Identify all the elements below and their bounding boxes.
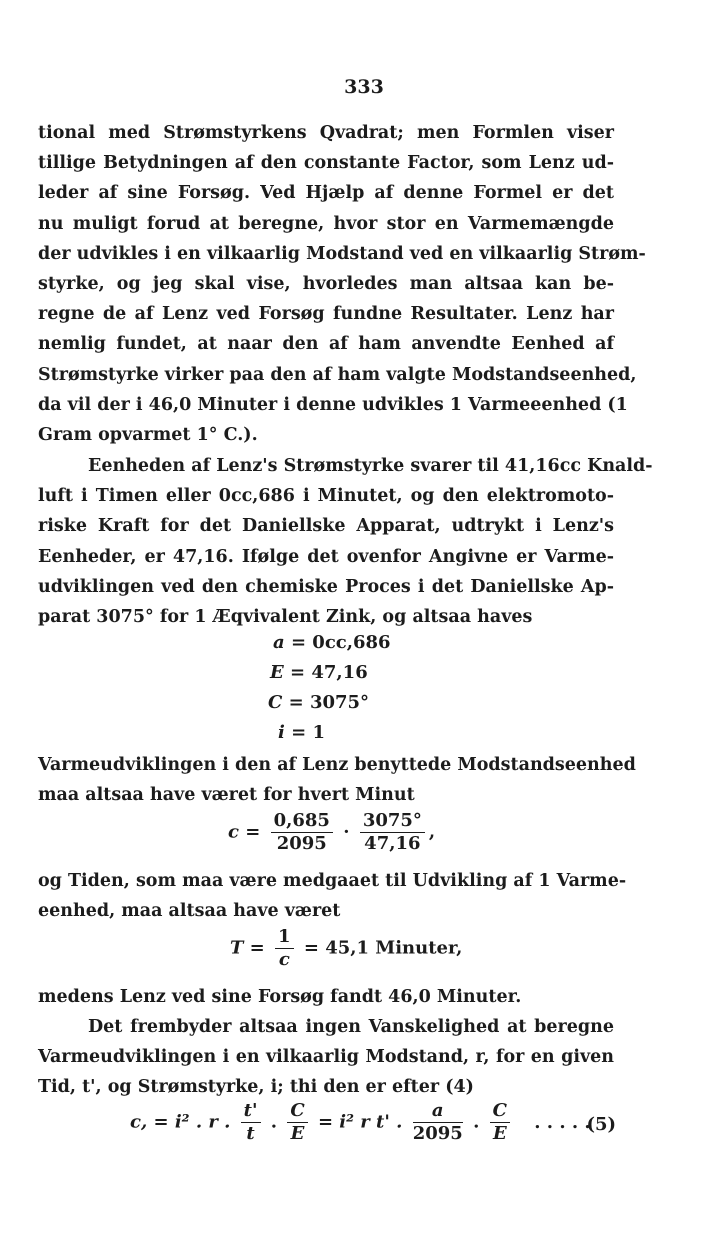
text-line: tillige Betydningen af den constante Factor, som Lenz ud- (38, 153, 614, 174)
text-line: Eenheden af Lenz's Strømstyrke svarer til 41,16cc Knald- (88, 456, 653, 476)
fraction: $\frac{1}{c}$ (275, 926, 294, 971)
paragraph-3 (38, 750, 636, 810)
text-line: maa altsaa have været for hvert Minut (38, 785, 415, 806)
fraction: $\frac{C}{E}$ (490, 1100, 510, 1145)
equation-c: c = $\frac{0,685}{2095}$ · $\frac{3075^\circ}{47,16}$ , (228, 810, 436, 854)
text-line: Varmeudviklingen i en vilkaarlig Modstand, r, for en given (38, 1047, 614, 1068)
equation-T: T = $\frac{1}{c}$ = 45,1 Minuter, (230, 926, 463, 970)
text-line: Varmeudviklingen i den af Lenz benyttede Modstandseenhed (38, 755, 636, 775)
paragraph-4 (38, 866, 627, 926)
text-line: leder af sine Forsøg. Ved Hjælp af denne Formel er det (38, 183, 614, 204)
equation-E: E = 47,16 (270, 662, 368, 683)
equation-i: i = 1 (278, 722, 325, 743)
text-line: Strømstyrke virker paa den af ham valgte Modstandseenhed, (38, 364, 637, 385)
text-line: nemlig fundet, at naar den af ham anvendte Eenhed af (38, 334, 614, 355)
fraction: $\frac{3075^\circ}{47,16}$ (360, 810, 425, 855)
paragraph-6 (38, 1012, 614, 1103)
text-line: Eenheder, er 47,16. Ifølge det ovenfor Angivne er Varme- (38, 546, 614, 567)
text-line: tional med Strømstyrkens Qvadrat; men Formlen viser (38, 123, 614, 143)
text-line: Tid, t', og Strømstyrke, i; thi den er efter (4) (38, 1077, 474, 1098)
text-line: Det frembyder altsaa ingen Vanskelighed at beregne (88, 1017, 614, 1037)
text-line: der udvikles i en vilkaarlig Modstand ved en vilkaarlig Strøm- (38, 243, 646, 264)
fraction: $\frac{0,685}{2095}$ (271, 810, 333, 855)
text-line: medens Lenz ved sine Forsøg fandt 46,0 Minuter. (38, 987, 522, 1007)
paragraph-2 (38, 451, 653, 632)
page-number: 333 (344, 76, 384, 98)
text-line: nu muligt forud at beregne, hvor stor en Varmemængde (38, 213, 614, 234)
text-line: luft i Timen eller 0cc,686 i Minutet, og den elektromoto- (38, 486, 614, 507)
text-line: og Tiden, som maa være medgaaet til Udvikling af 1 Varme- (38, 871, 627, 891)
paragraph-5 (38, 982, 614, 1012)
text-line: riske Kraft for det Daniellske Apparat, udtrykt i Lenz's (38, 516, 614, 537)
equation-a: a = 0cc,686 (273, 632, 391, 653)
paragraph-1 (38, 118, 646, 450)
text-line: regne de af Lenz ved Forsøg fundne Resultater. Lenz har (38, 304, 614, 325)
fraction: $\frac{C}{E}$ (287, 1100, 307, 1145)
equation-5: c, = i² . r . $\frac{t'}{t}$ . $\frac{C}{E}$ = i² r t' . $\frac{a}{2095}$ . $\frac{C}{E}$ . . . . . (5) (130, 1100, 616, 1144)
text-line: styrke, og jeg skal vise, hvorledes man altsaa kan be- (38, 273, 614, 294)
text-line: da vil der i 46,0 Minuter i denne udvikles 1 Varmeeenhed (1 (38, 394, 628, 415)
fraction: $\frac{t'}{t}$ (241, 1100, 261, 1145)
equation-C: C = 3075° (268, 692, 370, 713)
text-line: Gram opvarmet 1° C.). (38, 424, 258, 445)
text-line: parat 3075° for 1 Æqvivalent Zink, og altsaa haves (38, 606, 533, 627)
fraction: $\frac{a}{2095}$ (412, 1100, 463, 1144)
equation-label: (5) (586, 1114, 616, 1135)
text-line: eenhed, maa altsaa have været (38, 901, 341, 922)
text-line: udviklingen ved den chemiske Proces i det Daniellske Ap- (38, 576, 614, 597)
